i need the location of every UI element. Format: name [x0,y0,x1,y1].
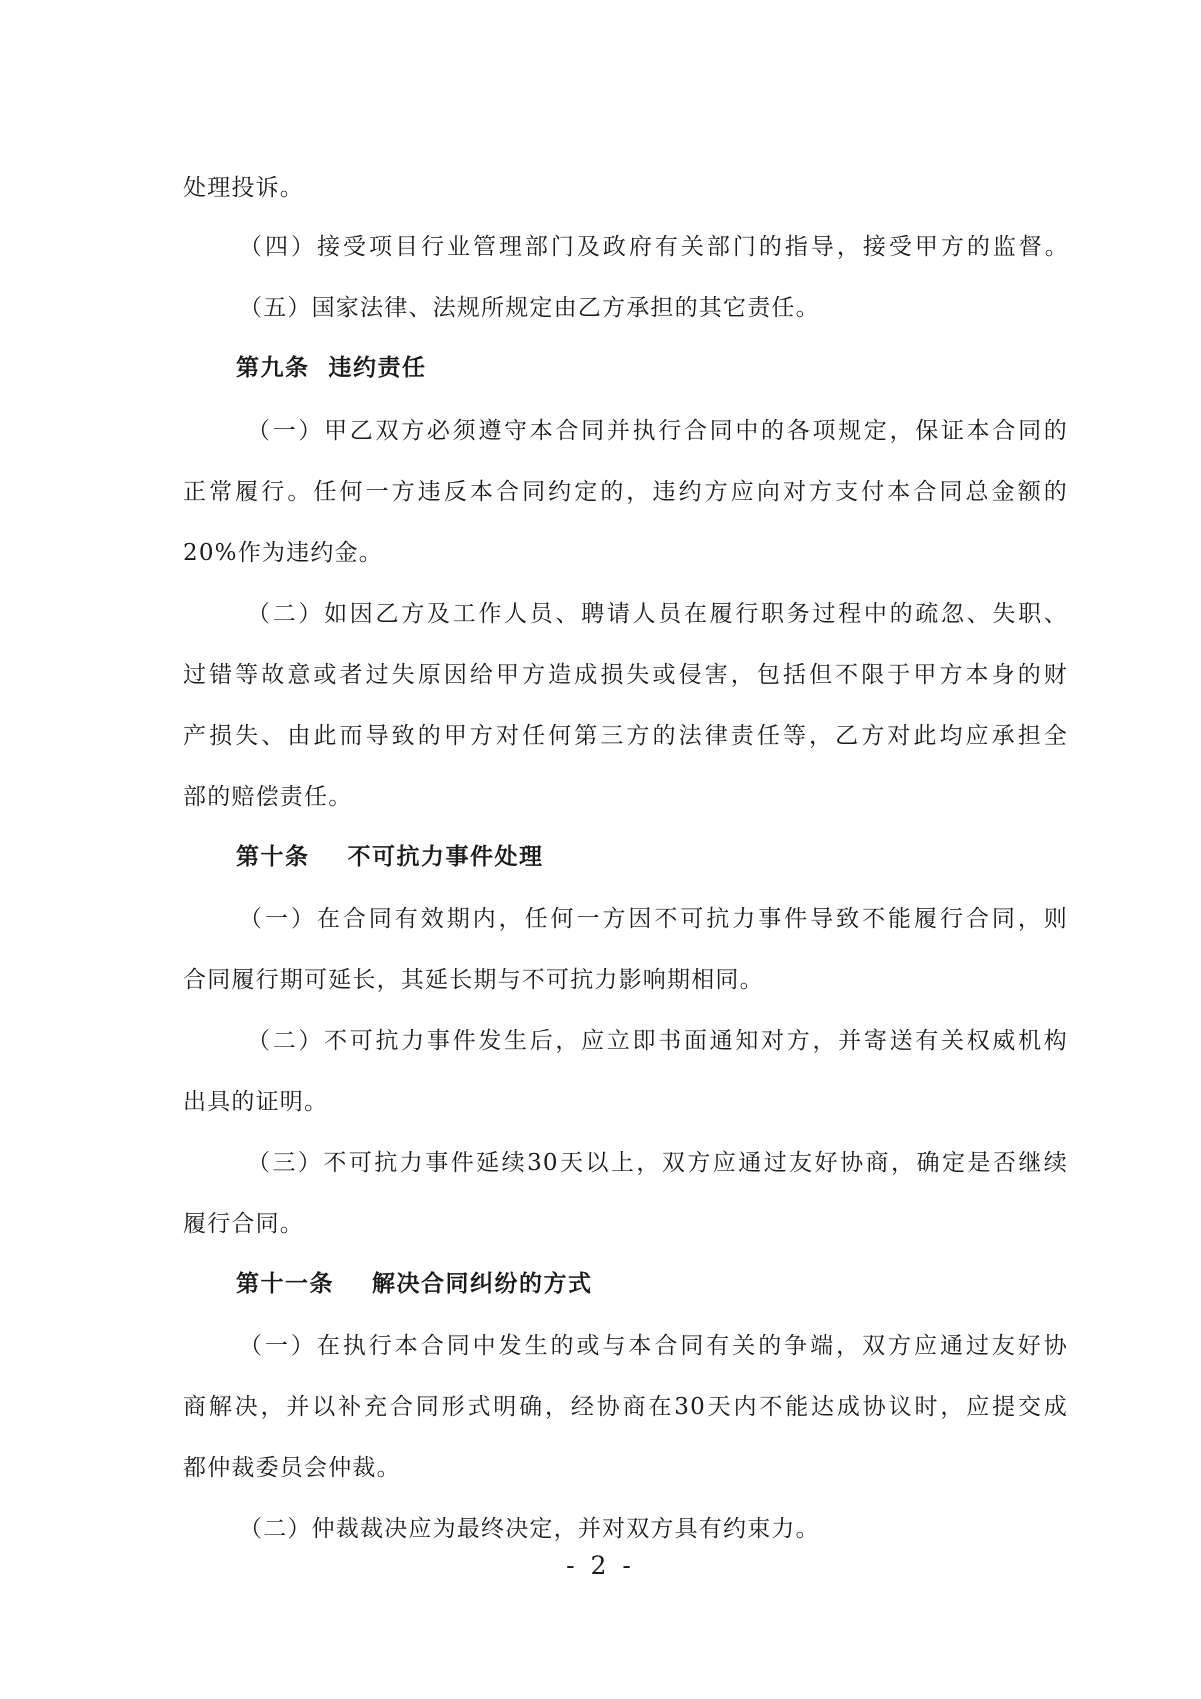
paragraph-line: 20%作为违约金。 [183,540,383,566]
article-10-heading: 第十条 不可抗力事件处理 [236,843,544,870]
paragraph-line: 过错等故意或者过失原因给甲方造成损失或侵害，包括但不限于甲方本身的财 [183,662,1068,688]
paragraph-line: （一）在执行本合同中发生的或与本合同有关的争端，双方应通过友好协 [239,1333,1068,1359]
paragraph-line: 都仲裁委员会仲裁。 [183,1455,401,1481]
paragraph-line: （一）在合同有效期内，任何一方因不可抗力事件导致不能履行合同，则 [239,906,1068,932]
paragraph-line: 合同履行期可延长，其延长期与不可抗力影响期相同。 [183,967,764,993]
paragraph-line: （三）不可抗力事件延续30天以上，双方应通过友好协商，确定是否继续 [247,1150,1068,1176]
paragraph-line: 部的赔偿责任。 [183,784,353,810]
paragraph-line: （二）仲裁裁决应为最终决定，并对双方具有约束力。 [239,1516,820,1542]
paragraph-line: 出具的证明。 [183,1089,329,1115]
paragraph-line: 产损失、由此而导致的甲方对任何第三方的法律责任等，乙方对此均应承担全 [183,723,1068,749]
paragraph-line: （五）国家法律、法规所规定由乙方承担的其它责任。 [239,295,820,321]
paragraph-line: （四）接受项目行业管理部门及政府有关部门的指导，接受甲方的监督。 [239,234,1069,260]
paragraph-line: 处理投诉。 [183,175,304,201]
paragraph-line: 商解决，并以补充合同形式明确，经协商在30天内不能达成协议时，应提交成 [183,1394,1068,1420]
paragraph-line: 正常履行。任何一方违反本合同约定的，违约方应向对方支付本合同总金额的 [183,479,1068,505]
paragraph-line: （二）不可抗力事件发生后，应立即书面通知对方，并寄送有关权威机构 [247,1028,1068,1054]
page-number: - 2 - [566,1551,635,1580]
paragraph-line: （二）如因乙方及工作人员、聘请人员在履行职务过程中的疏忽、失职、 [247,601,1068,627]
paragraph-line: 履行合同。 [183,1211,304,1237]
article-11-heading: 第十一条 解决合同纠纷的方式 [236,1270,593,1297]
article-9-heading: 第九条 违约责任 [236,354,427,381]
paragraph-line: （一）甲乙双方必须遵守本合同并执行合同中的各项规定，保证本合同的 [247,418,1068,444]
